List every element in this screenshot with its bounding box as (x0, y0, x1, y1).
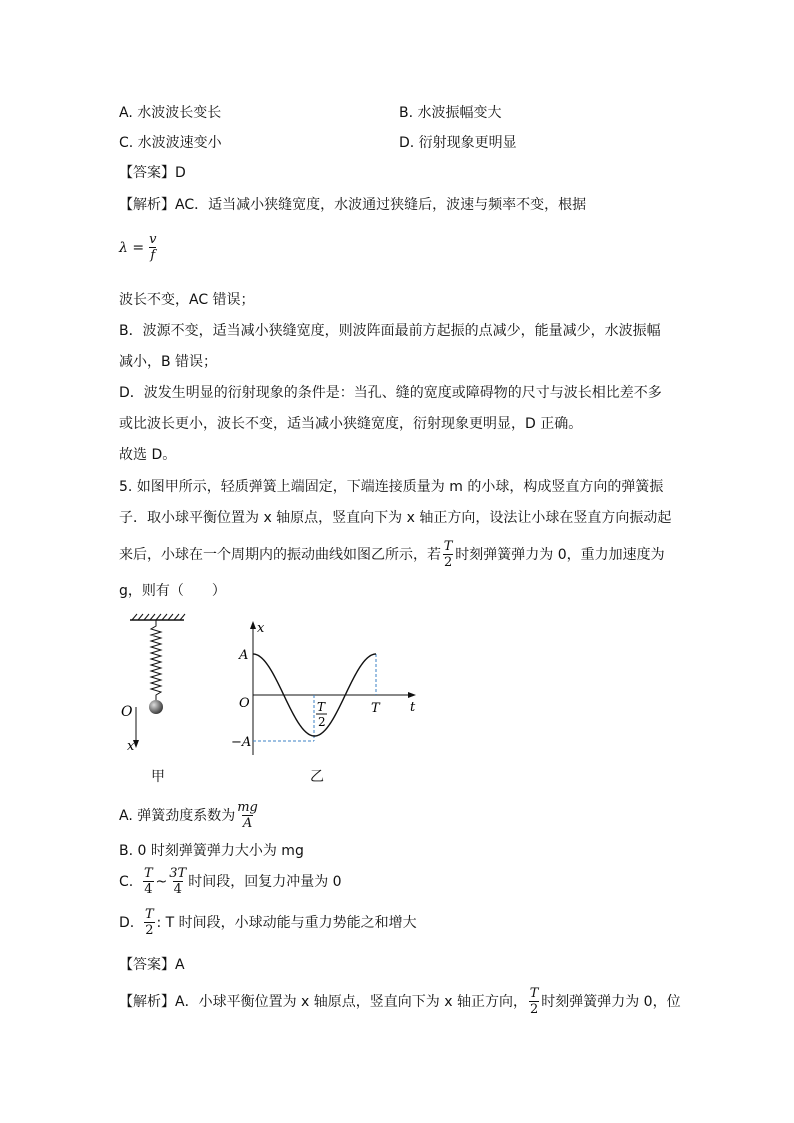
q5-option-c-f1-num: T (144, 866, 153, 881)
t-axis-arrowhead (408, 692, 416, 698)
q5-analysis-1b: 时刻弹簧弹力为 0，位 (541, 993, 681, 1010)
q5-option-c (119, 866, 342, 897)
q5-stem-line-4: g，则有（ ） (119, 583, 226, 599)
q5-option-c-prefix: C. (119, 873, 134, 890)
q5-stem-3b: 时刻弹簧弹力为 0，重力加速度为 (455, 546, 665, 563)
q5-option-d-num: T (145, 907, 154, 922)
q5-option-c-f1-den: 4 (144, 882, 153, 897)
q5-option-d-suffix: : T 时间段，小球动能与重力势能之和增大 (156, 914, 417, 931)
q5-stem-fraction-den: 2 (444, 555, 453, 570)
figure-yi (228, 615, 428, 760)
yi-label-T2-num: T (317, 700, 326, 714)
formula-fraction (149, 232, 156, 263)
y-axis-arrowhead (250, 621, 256, 629)
q5-stem-3a: 来后，小球在一个周期内的振动曲线如图乙所示，若 (119, 546, 441, 563)
formula-numerator: v (149, 232, 157, 247)
q5-option-a (119, 800, 260, 831)
q5-stem-line-3 (119, 539, 665, 570)
q5-option-a-num: mg (237, 800, 258, 815)
q5-option-d-den: 2 (145, 923, 154, 938)
q5-analysis-fraction (529, 986, 539, 1017)
q5-option-a-den: A (242, 816, 253, 831)
q5-analysis-1a: 【解析】A．小球平衡位置为 x 轴原点，竖直向下为 x 轴正方向， (119, 993, 527, 1010)
q4-option-b: B. 水波振幅变大 (399, 105, 502, 121)
q4-analysis-line-3: B．波源不变，适当减小狭缝宽度，则波阵面最前方起振的点减少，能量减少，水波振幅 (119, 323, 661, 339)
formula-lhs: λ = (119, 239, 145, 256)
yi-label-T: T (371, 701, 380, 716)
q5-stem-fraction-num: T (443, 539, 453, 554)
yi-axis-x-label: x (257, 621, 265, 636)
q5-stem-line-1: 5. 如图甲所示，轻质弹簧上端固定，下端连接质量为 m 的小球，构成竖直方向的弹簧振 (119, 479, 664, 495)
jia-label-x: x (127, 739, 135, 754)
q5-option-c-f2-num: 3T (169, 866, 187, 881)
q5-option-d (119, 907, 417, 938)
q5-analysis-fraction-num: T (529, 986, 539, 1001)
q4-answer: 【答案】D (119, 165, 186, 181)
q5-answer: 【答案】A (119, 957, 185, 973)
yi-label-T2-den: 2 (318, 715, 326, 729)
q4-analysis-line-6: 或比波长更小，波长不变，适当减小狭缝宽度，衍射现象更明显，D 正确。 (119, 416, 583, 432)
yi-label-O: O (239, 696, 250, 711)
jia-label-O: O (121, 704, 133, 720)
q4-analysis-line-2: 波长不变，AC 错误； (119, 292, 255, 308)
figure-jia-caption: 甲 (151, 769, 165, 785)
q5-option-b: B. 0 时刻弹簧弹力大小为 mg (119, 843, 304, 859)
q5-option-c-fraction-2 (169, 866, 186, 897)
q4-option-c: C. 水波波速变小 (119, 135, 222, 151)
q5-analysis-line-1 (119, 986, 681, 1017)
ceiling-support (130, 614, 185, 620)
yi-label-A: A (239, 648, 249, 663)
q5-option-c-fraction-1 (143, 866, 153, 897)
figure-jia (118, 612, 198, 782)
q5-option-c-tilde: ~ (155, 873, 168, 890)
q4-option-d: D. 衍射现象更明显 (399, 135, 517, 151)
q5-analysis-fraction-den: 2 (529, 1002, 539, 1017)
q4-analysis-line-4: 减小，B 错误； (119, 354, 218, 370)
q4-conclusion: 故选 D。 (119, 447, 177, 463)
spring (151, 620, 161, 700)
q5-option-d-fraction (144, 907, 154, 938)
q5-stem-fraction (443, 539, 453, 570)
q5-option-c-f2-den: 4 (173, 882, 182, 897)
q5-stem-line-2: 子．取小球平衡位置为 x 轴原点，竖直向下为 x 轴正方向，设法让小球在竖直方向振动起 (119, 510, 672, 526)
figure-yi-caption: 乙 (310, 769, 324, 785)
q4-option-a: A. 水波波长变长 (119, 105, 222, 121)
q4-analysis-line-5: D．波发生明显的衍射现象的条件是：当孔、缝的宽度或障碍物的尺寸与波长相比差不多 (119, 385, 662, 401)
q5-option-d-prefix: D. (119, 914, 135, 931)
q5-option-a-prefix: A. 弹簧劲度系数为 (119, 807, 236, 824)
ball (149, 700, 163, 714)
yi-axis-t-label: t (410, 700, 416, 715)
yi-label-negA: −A (231, 735, 252, 750)
q4-analysis-line-1: 【解析】AC．适当减小狭缝宽度，水波通过狭缝后，波速与频率不变，根据 (119, 197, 587, 213)
formula-denominator: f (150, 248, 156, 263)
q5-option-c-suffix: 时间段，回复力冲量为 0 (188, 873, 342, 890)
q4-formula (119, 232, 158, 263)
q5-option-a-fraction (237, 800, 258, 831)
